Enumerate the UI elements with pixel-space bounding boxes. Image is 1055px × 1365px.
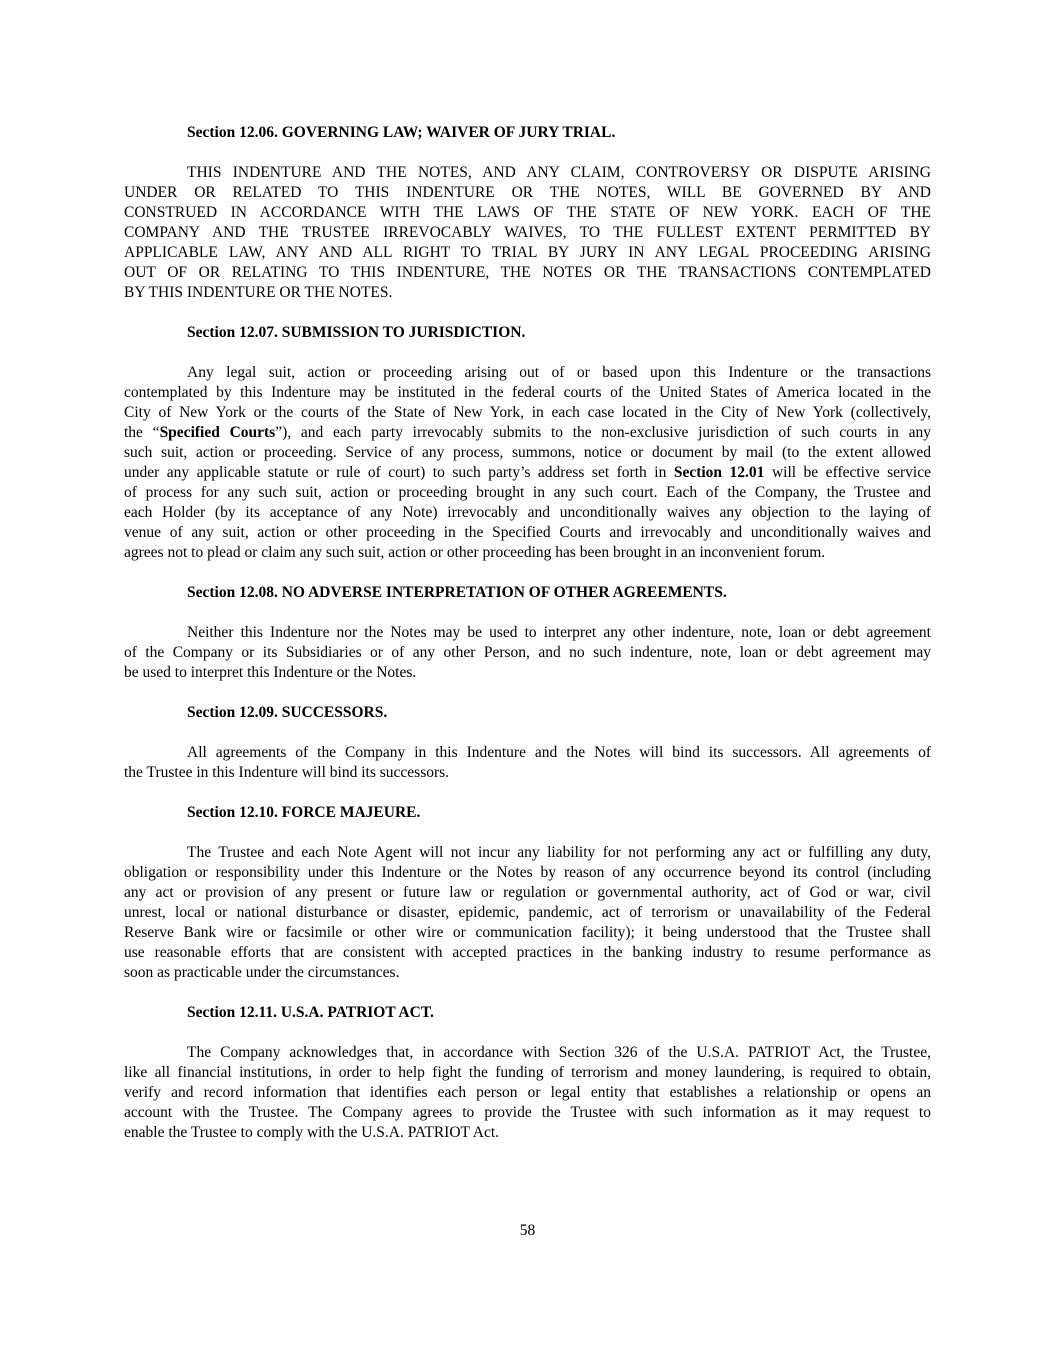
text-line: each Holder (by its acceptance of any Note) irrevocably and unconditionally waives any objection to the laying of: [124, 504, 931, 521]
text-line: obligation or responsibility under this Indenture or the Notes by reason of any occurrence beyond its control (including: [124, 864, 931, 881]
text-line: of process for any such suit, action or proceeding brought in any such court. Each of the Company, the Trustee and: [124, 484, 931, 501]
text-line: The Company acknowledges that, in accordance with Section 326 of the U.S.A. PATRIOT Act, the Trustee,: [187, 1044, 931, 1061]
section-paragraph: [124, 743, 931, 783]
section-paragraph: [124, 1043, 931, 1143]
text-line: verify and record information that identifies each person or legal entity that establishes a relationship or opens an: [124, 1084, 931, 1101]
text-line: CONSTRUED IN ACCORDANCE WITH THE LAWS OF THE STATE OF NEW YORK. EACH OF THE: [124, 204, 931, 221]
text-line: any act or provision of any present or future law or regulation or governmental authority, act of God or war, civil: [124, 884, 931, 901]
text-line: agrees not to plead or claim any such suit, action or other proceeding has been brought in an inconvenient forum.: [124, 544, 826, 561]
text-segment: will be effective service: [764, 464, 932, 481]
section-heading: Section 12.08. NO ADVERSE INTERPRETATION OF OTHER AGREEMENTS.: [187, 584, 727, 601]
text-line: like all financial institutions, in order to help fight the funding of terrorism and money laundering, is required to obtain,: [124, 1064, 931, 1081]
text-line: be used to interpret this Indenture or the Notes.: [124, 664, 417, 681]
text-line: of the Company or its Subsidiaries or of any other Person, and no such indenture, note, loan or debt agreement may: [124, 644, 931, 661]
text-line: All agreements of the Company in this Indenture and the Notes will bind its successors. All agreements of: [187, 744, 931, 761]
text-line: soon as practicable under the circumstances.: [124, 964, 400, 981]
text-line: City of New York or the courts of the State of New York, in each case located in the City of New York (collectively,: [124, 404, 931, 421]
section-heading: Section 12.10. FORCE MAJEURE.: [187, 804, 421, 821]
text-line: [124, 463, 931, 483]
text-line: Reserve Bank wire or facsimile or other wire or communication facility); it being understood that the Trustee shall: [124, 924, 931, 941]
text-segment: under any applicable statute or rule of court) to such party’s address set forth in: [124, 464, 674, 481]
page-number: 58: [519, 1222, 536, 1239]
section-heading: Section 12.07. SUBMISSION TO JURISDICTION.: [187, 324, 526, 341]
document-page: [124, 123, 931, 1163]
text-line: such suit, action or proceeding. Service of any process, summons, notice or document by mail (to the extent allowed: [124, 444, 931, 461]
bold-term: Section 12.01: [673, 464, 765, 481]
section-paragraph: [124, 163, 931, 303]
text-line: OUT OF OR RELATING TO THIS INDENTURE, THE NOTES OR THE TRANSACTIONS CONTEMPLATED: [124, 264, 931, 281]
text-line: Any legal suit, action or proceeding arising out of or based upon this Indenture or the transactions: [187, 364, 931, 381]
text-line: venue of any suit, action or other proceeding in the Specified Courts and irrevocably and unconditionally waives and: [124, 524, 931, 541]
section-paragraph: [124, 843, 931, 983]
section-heading: Section 12.11. U.S.A. PATRIOT ACT.: [187, 1004, 434, 1021]
section-paragraph: [124, 363, 931, 563]
text-line: COMPANY AND THE TRUSTEE IRREVOCABLY WAIVES, TO THE FULLEST EXTENT PERMITTED BY: [124, 224, 931, 241]
text-segment: ”), and each party irrevocably submits to the non-exclusive jurisdiction of such courts in any: [275, 424, 931, 441]
text-line: unrest, local or national disturbance or disaster, epidemic, pandemic, act of terrorism or unavailability of the Federal: [124, 904, 931, 921]
section-heading: Section 12.06. GOVERNING LAW; WAIVER OF JURY TRIAL.: [187, 124, 616, 141]
text-line: Neither this Indenture nor the Notes may be used to interpret any other indenture, note, loan or debt agreement: [187, 624, 931, 641]
text-line: use reasonable efforts that are consistent with accepted practices in the banking industry to resume performance as: [124, 944, 931, 961]
text-segment: the “: [124, 424, 160, 441]
section-heading: Section 12.09. SUCCESSORS.: [187, 704, 388, 721]
text-line: UNDER OR RELATED TO THIS INDENTURE OR THE NOTES, WILL BE GOVERNED BY AND: [124, 184, 931, 201]
text-line: APPLICABLE LAW, ANY AND ALL RIGHT TO TRIAL BY JURY IN ANY LEGAL PROCEEDING ARISING: [124, 244, 931, 261]
text-line: BY THIS INDENTURE OR THE NOTES.: [124, 284, 393, 301]
bold-term: Specified Courts: [159, 424, 276, 441]
text-line: The Trustee and each Note Agent will not incur any liability for not performing any act or fulfilling any duty,: [187, 844, 931, 861]
text-line: contemplated by this Indenture may be instituted in the federal courts of the United States of America located in the: [124, 384, 931, 401]
text-line: THIS INDENTURE AND THE NOTES, AND ANY CLAIM, CONTROVERSY OR DISPUTE ARISING: [187, 164, 931, 181]
text-line: enable the Trustee to comply with the U.S.A. PATRIOT Act.: [124, 1124, 500, 1141]
text-line: the Trustee in this Indenture will bind its successors.: [124, 764, 450, 781]
section-paragraph: [124, 623, 931, 683]
text-line: [124, 423, 931, 443]
text-line: account with the Trustee. The Company agrees to provide the Trustee with such information as it may request to: [124, 1104, 931, 1121]
